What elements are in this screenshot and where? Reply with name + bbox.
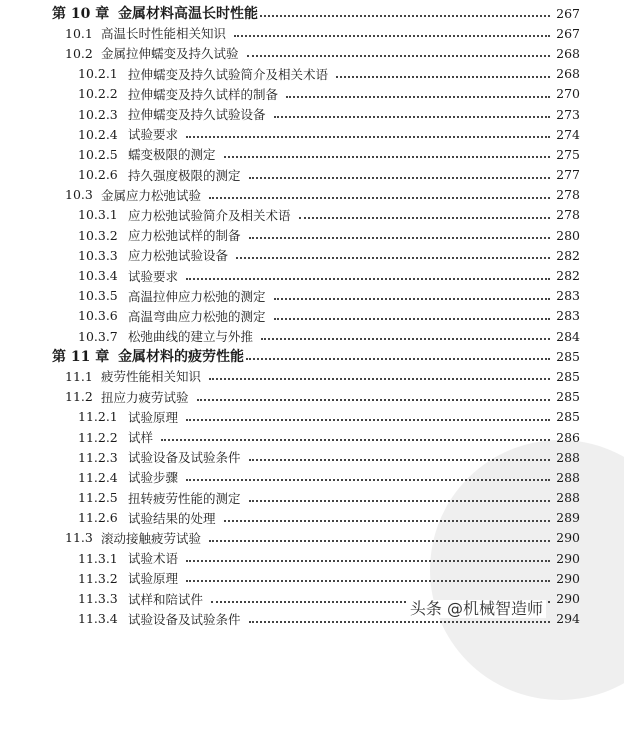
entry-page: 278: [556, 207, 580, 223]
toc-subsection: [0, 548, 624, 568]
entry-number: 10.2.6: [78, 167, 118, 183]
entry-number: 10.2.4: [78, 126, 118, 142]
toc-subsection: [0, 205, 624, 225]
entry-page: 289: [556, 510, 580, 526]
entry-number: 11.3.3: [78, 591, 118, 607]
entry-page: 288: [556, 449, 580, 465]
entry-number: 第 11 章: [52, 349, 110, 366]
entry-number: 11.3: [65, 530, 93, 546]
source-watermark: 头条 @机械智造师: [407, 600, 546, 618]
entry-title: 试验要求: [128, 127, 179, 143]
entry-page: 268: [556, 66, 580, 82]
entry-title: 拉伸蠕变及持久试验设备: [128, 107, 266, 123]
entry-number: 11.2.6: [78, 510, 118, 526]
dot-leader: [261, 338, 550, 340]
dot-leader: [246, 358, 550, 360]
dot-leader: [274, 318, 550, 320]
entry-title: 滚动接触疲劳试验: [101, 530, 202, 546]
dot-leader: [249, 237, 550, 239]
toc-section: [0, 43, 624, 63]
toc-subsection: [0, 447, 624, 467]
entry-title: 试样: [128, 430, 154, 446]
entry-number: 10.3.3: [78, 247, 118, 263]
entry-page: 277: [556, 167, 580, 183]
entry-page: 285: [556, 348, 580, 364]
entry-number: 第 10 章: [52, 6, 110, 23]
dot-leader: [186, 136, 550, 138]
entry-number: 10.3.2: [78, 227, 118, 243]
dot-leader: [224, 520, 550, 522]
dot-leader: [224, 156, 550, 158]
dot-leader: [186, 560, 550, 562]
dot-leader: [274, 298, 550, 300]
toc-subsection: [0, 104, 624, 124]
entry-title: 疲劳性能相关知识: [101, 369, 202, 385]
dot-leader: [209, 378, 550, 380]
dot-leader: [299, 217, 550, 219]
entry-page: 283: [556, 288, 580, 304]
dot-leader: [336, 76, 550, 78]
entry-number: 11.2.2: [78, 429, 118, 445]
entry-page: 275: [556, 146, 580, 162]
toc-chapter: [0, 3, 624, 23]
table-of-contents: [0, 3, 624, 629]
toc-section: [0, 528, 624, 548]
entry-title: 金属拉伸蠕变及持久试验: [101, 46, 239, 62]
toc-subsection: [0, 467, 624, 487]
toc-subsection: [0, 64, 624, 84]
entry-title: 拉伸蠕变及持久试样的制备: [128, 86, 279, 102]
dot-leader: [186, 278, 550, 280]
dot-leader: [236, 257, 550, 259]
entry-title: 高温长时性能相关知识: [101, 26, 227, 42]
entry-title: 持久强度极限的测定: [128, 167, 241, 183]
toc-subsection: [0, 124, 624, 144]
entry-number: 10.2.2: [78, 86, 118, 102]
toc-subsection: [0, 265, 624, 285]
dot-leader: [249, 177, 550, 179]
entry-page: 280: [556, 227, 580, 243]
entry-number: 10.2.1: [78, 66, 118, 82]
entry-page: 285: [556, 409, 580, 425]
entry-title: 高温拉伸应力松弛的测定: [128, 288, 266, 304]
entry-page: 274: [556, 126, 580, 142]
entry-number: 11.2.3: [78, 449, 118, 465]
toc-subsection: [0, 326, 624, 346]
entry-page: 285: [556, 368, 580, 384]
dot-leader: [234, 35, 550, 37]
entry-number: 11.2.1: [78, 409, 118, 425]
entry-title: 高温弯曲应力松弛的测定: [128, 308, 266, 324]
dot-leader: [247, 55, 550, 57]
entry-page: 290: [556, 570, 580, 586]
entry-page: 285: [556, 389, 580, 405]
entry-title: 金属材料高温长时性能: [118, 6, 258, 23]
entry-title: 金属应力松弛试验: [101, 187, 202, 203]
entry-number: 10.1: [65, 25, 93, 41]
toc-section: [0, 366, 624, 386]
toc-section: [0, 387, 624, 407]
toc-subsection: [0, 84, 624, 104]
toc-subsection: [0, 488, 624, 508]
entry-page: 288: [556, 490, 580, 506]
entry-page: 267: [556, 5, 580, 21]
entry-title: 应力松弛试验简介及相关术语: [128, 207, 291, 223]
entry-page: 284: [556, 328, 580, 344]
toc-section: [0, 185, 624, 205]
entry-page: 267: [556, 25, 580, 41]
entry-page: 288: [556, 469, 580, 485]
entry-number: 10.3.6: [78, 308, 118, 324]
toc-subsection: [0, 245, 624, 265]
entry-number: 11.1: [65, 368, 93, 384]
entry-title: 扭转疲劳性能的测定: [128, 490, 241, 506]
toc-subsection: [0, 568, 624, 588]
entry-title: 试验结果的处理: [128, 510, 216, 526]
entry-number: 11.3.1: [78, 550, 118, 566]
entry-title: 松弛曲线的建立与外推: [128, 329, 254, 345]
entry-title: 试验设备及试验条件: [128, 611, 241, 627]
entry-page: 282: [556, 268, 580, 284]
toc-subsection: [0, 407, 624, 427]
entry-page: 270: [556, 86, 580, 102]
entry-title: 试样和陪试件: [128, 591, 204, 607]
entry-title: 试验术语: [128, 551, 179, 567]
entry-number: 11.2.4: [78, 469, 118, 485]
entry-page: 290: [556, 550, 580, 566]
entry-page: 286: [556, 429, 580, 445]
dot-leader: [260, 15, 550, 17]
entry-title: 试验设备及试验条件: [128, 450, 241, 466]
entry-number: 11.3.4: [78, 611, 118, 627]
toc-subsection: [0, 165, 624, 185]
entry-title: 试验要求: [128, 268, 179, 284]
dot-leader: [186, 479, 550, 481]
entry-title: 试验步骤: [128, 470, 179, 486]
entry-number: 10.3.7: [78, 328, 118, 344]
entry-page: 290: [556, 530, 580, 546]
dot-leader: [286, 96, 550, 98]
dot-leader: [209, 197, 550, 199]
entry-number: 11.2.5: [78, 490, 118, 506]
entry-title: 试验原理: [128, 571, 179, 587]
entry-page: 282: [556, 247, 580, 263]
entry-number: 10.3.1: [78, 207, 118, 223]
entry-number: 11.2: [65, 389, 93, 405]
entry-page: 268: [556, 45, 580, 61]
entry-page: 290: [556, 591, 580, 607]
entry-number: 11.3.2: [78, 570, 118, 586]
entry-title: 试验原理: [128, 409, 179, 425]
dot-leader: [274, 116, 550, 118]
dot-leader: [249, 621, 550, 623]
toc-subsection: [0, 427, 624, 447]
entry-title: 蠕变极限的测定: [128, 147, 216, 163]
entry-title: 金属材料的疲劳性能: [118, 349, 244, 366]
toc-section: [0, 23, 624, 43]
entry-page: 283: [556, 308, 580, 324]
toc-subsection: [0, 144, 624, 164]
entry-title: 拉伸蠕变及持久试验简介及相关术语: [128, 66, 329, 82]
entry-page: 278: [556, 187, 580, 203]
entry-title: 应力松弛试样的制备: [128, 228, 241, 244]
toc-subsection: [0, 225, 624, 245]
entry-number: 10.2: [65, 45, 93, 61]
dot-leader: [197, 399, 550, 401]
entry-title: 扭应力疲劳试验: [101, 389, 189, 405]
toc-subsection: [0, 286, 624, 306]
entry-number: 10.3.5: [78, 288, 118, 304]
toc-chapter: [0, 346, 624, 366]
entry-number: 10.3.4: [78, 268, 118, 284]
entry-page: 294: [556, 611, 580, 627]
dot-leader: [209, 540, 550, 542]
dot-leader: [186, 419, 550, 421]
entry-number: 10.3: [65, 187, 93, 203]
entry-number: 10.2.3: [78, 106, 118, 122]
entry-title: 应力松弛试验设备: [128, 248, 229, 264]
toc-subsection: [0, 508, 624, 528]
dot-leader: [249, 459, 550, 461]
entry-number: 10.2.5: [78, 146, 118, 162]
dot-leader: [249, 500, 550, 502]
toc-subsection: [0, 306, 624, 326]
dot-leader: [161, 439, 550, 441]
entry-page: 273: [556, 106, 580, 122]
dot-leader: [186, 580, 550, 582]
